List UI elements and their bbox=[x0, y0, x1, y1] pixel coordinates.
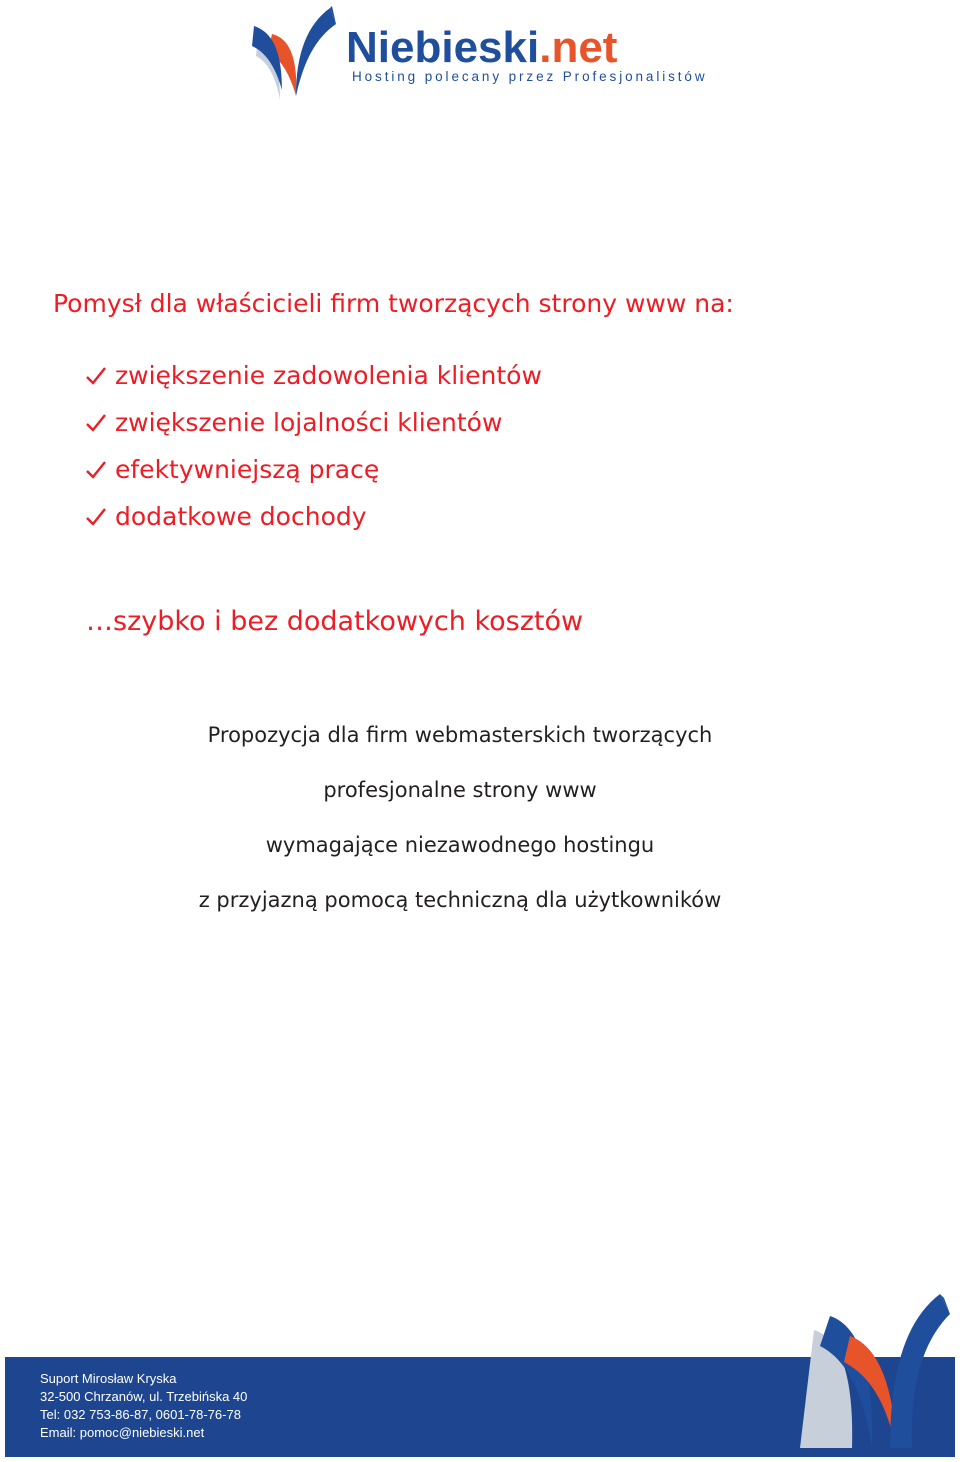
footer-phone: Tel: 032 753-86-87, 0601-78-76-78 bbox=[40, 1407, 241, 1422]
check-icon bbox=[84, 364, 108, 388]
brand-wordmark bbox=[346, 23, 618, 72]
proposal-line: wymagające niezawodnego hostingu bbox=[265, 833, 655, 857]
brand-logo-icon bbox=[250, 4, 345, 104]
proposal-line: z przyjazną pomocą techniczną dla użytkowników bbox=[198, 888, 722, 912]
proposal-line: profesjonalne strony www bbox=[323, 778, 597, 802]
benefit-label: zwiększenie zadowolenia klientów bbox=[115, 360, 542, 390]
proposal-line: Propozycja dla firm webmasterskich tworzących bbox=[207, 723, 713, 747]
page-headline: Pomysł dla właścicieli firm tworzących strony www na: bbox=[53, 289, 734, 318]
proposal-block bbox=[0, 718, 920, 938]
footer-email: Email: pomoc@niebieski.net bbox=[40, 1425, 205, 1440]
brand-tagline: Hosting polecany przez Profesjonalistów bbox=[352, 69, 708, 84]
footer-name: Suport Mirosław Kryska bbox=[40, 1371, 177, 1386]
benefit-item bbox=[84, 493, 542, 540]
footer-address: 32-500 Chrzanów, ul. Trzebińska 40 bbox=[40, 1389, 248, 1404]
benefit-item bbox=[84, 446, 542, 493]
check-icon bbox=[84, 411, 108, 435]
benefit-item bbox=[84, 399, 542, 446]
benefit-item bbox=[84, 352, 542, 399]
benefits-list bbox=[84, 352, 542, 540]
cost-tagline: …szybko i bez dodatkowych kosztów bbox=[86, 606, 584, 637]
check-icon bbox=[84, 458, 108, 482]
benefit-label: zwiększenie lojalności klientów bbox=[115, 407, 503, 437]
benefit-label: dodatkowe dochody bbox=[115, 501, 367, 531]
footer-contact bbox=[40, 1370, 247, 1442]
check-icon bbox=[84, 505, 108, 529]
brand-name: Niebieski bbox=[346, 23, 540, 72]
footer-logo-icon bbox=[790, 1290, 960, 1450]
benefit-label: efektywniejszą pracę bbox=[115, 454, 380, 484]
brand-domain: .net bbox=[539, 23, 618, 72]
brand-logo bbox=[250, 4, 708, 104]
